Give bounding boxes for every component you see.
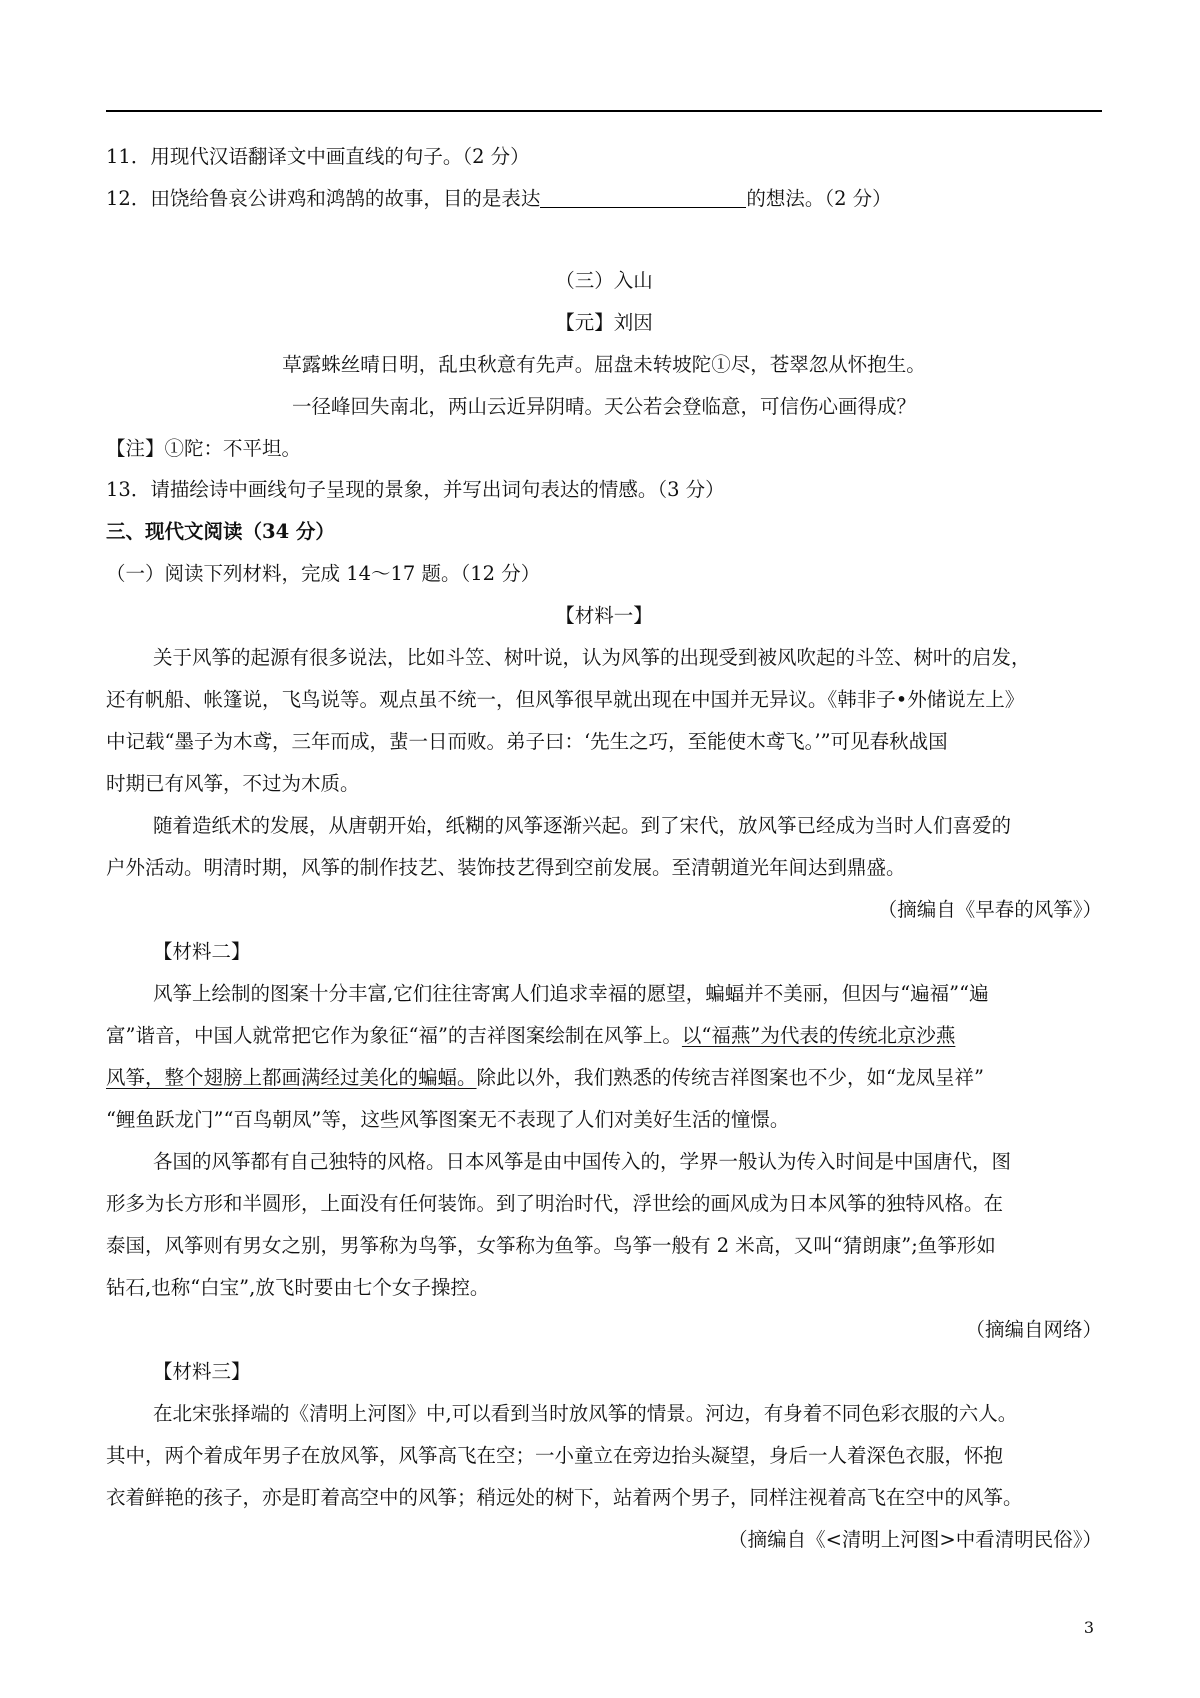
material-1-source: （摘编自《早春的风筝》） bbox=[877, 898, 1102, 921]
material-2-title: 【材料二】 bbox=[153, 940, 251, 963]
material-1-line: 户外活动。明清时期，风筝的制作技艺、装饰技艺得到空前发展。至清朝道光年间达到鼎盛。 bbox=[106, 856, 906, 879]
material-2-line: 形多为长方形和半圆形，上面没有任何装饰。到了明治时代，浮世绘的画风成为日本风筝的独特风格。在 bbox=[106, 1192, 1004, 1215]
poem-author: 【元】刘因 bbox=[555, 311, 653, 334]
material-2-text: 除此以外，我们熟悉的传统吉祥图案也不少，如“龙凤呈祥” bbox=[476, 1066, 984, 1089]
material-2-line: 钻石,也称“白宝”,放飞时要由七个女子操控。 bbox=[106, 1276, 490, 1299]
question-12-text: 12．田饶给鲁哀公讲鸡和鸿鹄的故事，目的是表达 bbox=[106, 187, 541, 210]
poem-line-1: 草露蛛丝晴日明，乱虫秋意有先声。屈盘未转坡陀①尽，苍翠忽从怀抱生。 bbox=[282, 353, 926, 376]
question-12 bbox=[106, 186, 1102, 212]
material-3-line: 其中，两个着成年男子在放风筝，风筝高飞在空；一小童立在旁边抬头凝望，身后一人着深色衣服，怀抱 bbox=[106, 1444, 1004, 1467]
material-2-text: 富”谐音，中国人就常把它作为象征“福”的吉祥图案绘制在风筝上。 bbox=[106, 1024, 682, 1047]
material-2-source: （摘编自网络） bbox=[965, 1318, 1102, 1341]
underlined-sentence: 风筝，整个翅膀上都画满经过美化的蝙蝠。 bbox=[106, 1066, 477, 1089]
section-heading: 三、现代文阅读（34 分） bbox=[106, 520, 335, 543]
page-number: 3 bbox=[1083, 1618, 1094, 1637]
material-2-line: 各国的风筝都有自己独特的风格。日本风筝是由中国传入的，学界一般认为传入时间是中国唐代，图 bbox=[153, 1150, 1012, 1173]
question-12-tail: 的想法。（2 分） bbox=[746, 187, 892, 210]
material-1-title: 【材料一】 bbox=[555, 604, 653, 627]
material-2-line bbox=[106, 1065, 1102, 1091]
poem-line-2: 一径峰回失南北，两山云近异阴晴。天公若会登临意，可信伤心画得成？ bbox=[291, 395, 916, 418]
poem-note: 【注】①陀：不平坦。 bbox=[106, 437, 302, 460]
poem-section-title: （三）入山 bbox=[555, 269, 653, 292]
material-3-line: 在北宋张择端的《清明上河图》中,可以看到当时放风筝的情景。河边，有身着不同色彩衣服的六人。 bbox=[153, 1402, 1018, 1425]
answer-blank[interactable] bbox=[540, 187, 746, 208]
material-2-line: “鲤鱼跃龙门”“百鸟朝凤”等，这些风筝图案无不表现了人们对美好生活的憧憬。 bbox=[106, 1108, 790, 1131]
material-1-line: 关于风筝的起源有很多说法，比如斗笠、树叶说，认为风筝的出现受到被风吹起的斗笠、树叶的启发， bbox=[153, 646, 1031, 669]
material-1-line: 随着造纸术的发展，从唐朝开始，纸糊的风筝逐渐兴起。到了宋代，放风筝已经成为当时人们喜爱的 bbox=[153, 814, 1012, 837]
underlined-sentence: 以“福燕”为代表的传统北京沙燕 bbox=[681, 1024, 956, 1047]
question-13: 13．请描绘诗中画线句子呈现的景象，并写出词句表达的情感。（3 分） bbox=[106, 478, 725, 501]
header-rule bbox=[106, 110, 1102, 112]
material-1-line: 还有帆船、帐篷说，飞鸟说等。观点虽不统一，但风筝很早就出现在中国并无异议。《韩非子•外储说左上》 bbox=[106, 688, 1025, 711]
question-11: 11．用现代汉语翻译文中画直线的句子。（2 分） bbox=[106, 145, 530, 168]
section-instruction: （一）阅读下列材料，完成 14～17 题。（12 分） bbox=[106, 562, 541, 585]
material-1-line: 中记载“墨子为木鸢，三年而成，蜚一日而败。弟子曰：‘先生之巧，至能使木鸢飞。’”可见春秋战国 bbox=[106, 730, 948, 753]
material-2-line: 泰国，风筝则有男女之别，男筝称为鸟筝，女筝称为鱼筝。鸟筝一般有 2 米高，又叫“猜朗康”;鱼筝形如 bbox=[106, 1234, 996, 1257]
material-1-line: 时期已有风筝，不过为木质。 bbox=[106, 772, 360, 795]
material-3-line: 衣着鲜艳的孩子，亦是盯着高空中的风筝；稍远处的树下，站着两个男子，同样注视着高飞在空中的风筝。 bbox=[106, 1486, 1023, 1509]
material-2-line: 风筝上绘制的图案十分丰富,它们往往寄寓人们追求幸福的愿望，蝙蝠并不美丽，但因与“遍福”“遍 bbox=[153, 982, 989, 1005]
material-3-title: 【材料三】 bbox=[153, 1360, 251, 1383]
material-3-source: （摘编自《<清明上河图>中看清明民俗》） bbox=[728, 1528, 1102, 1551]
material-2-line bbox=[106, 1023, 1102, 1049]
